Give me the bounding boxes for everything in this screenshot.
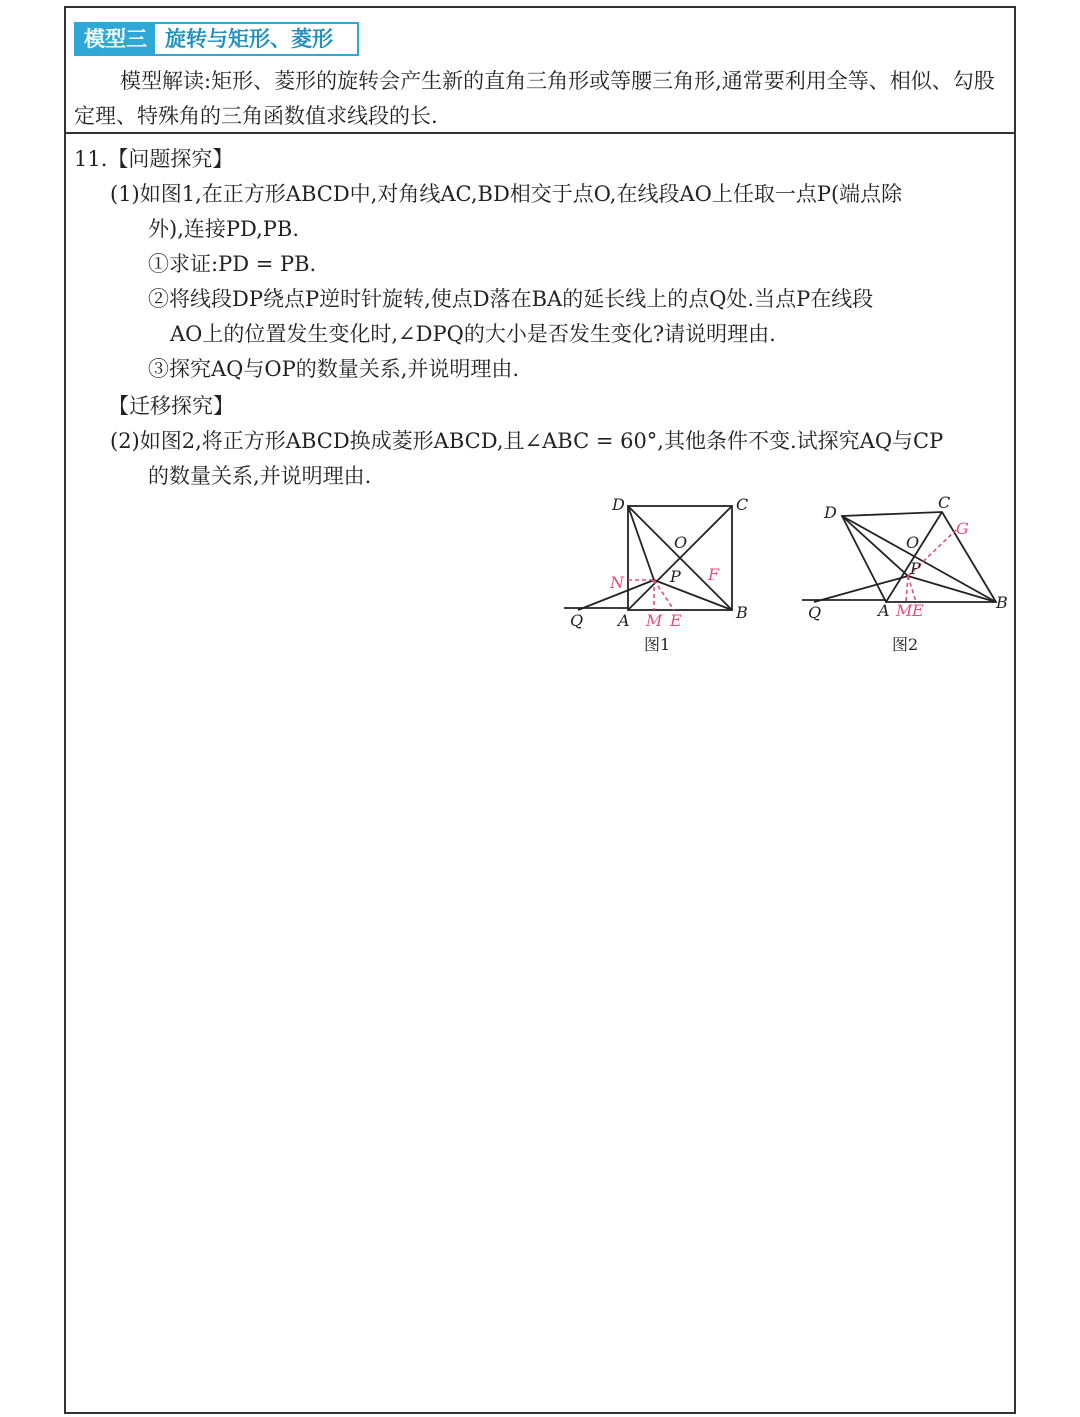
problem-heading: 11.【问题探究】	[74, 147, 234, 171]
fig1-label-P: P	[670, 567, 681, 586]
model-tag-label: 模型三	[76, 24, 155, 54]
fig2-label-D: D	[824, 503, 837, 522]
fig1-label-D: D	[612, 495, 625, 514]
part2-line1: (2)如图2,将正方形ABCD换成菱形ABCD,且∠ABC = 60°,其他条件不变.试探究AQ与CP	[110, 429, 944, 453]
fig1-label-O: O	[674, 533, 688, 552]
part1-line2: 外),连接PD,PB.	[148, 217, 299, 241]
fig1-label-Q: Q	[570, 611, 584, 630]
fig1-label-N: N	[610, 573, 624, 592]
fig2-label-E: E	[912, 601, 924, 620]
figure-2-caption: 图2	[892, 635, 919, 654]
transfer-heading: 【迁移探究】	[108, 394, 234, 418]
fig2-label-B: B	[996, 593, 1008, 612]
fig1-label-B: B	[736, 603, 748, 622]
model-description: 模型解读:矩形、菱形的旋转会产生新的直角三角形或等腰三角形,通常要利用全等、相似、勾股定理、特殊角的三角函数值求线段的长.	[74, 69, 995, 128]
fig1-label-E: E	[670, 611, 682, 630]
page-frame	[64, 6, 1016, 1414]
part1-line1: (1)如图1,在正方形ABCD中,对角线AC,BD相交于点O,在线段AO上任取一点P(端点除	[110, 182, 903, 206]
fig2-label-C: C	[938, 493, 951, 512]
fig2-label-Q: Q	[808, 603, 822, 622]
question-2-line2: AO上的位置发生变化时,∠DPQ的大小是否发生变化?请说明理由.	[170, 322, 776, 346]
fig2-label-M: M	[896, 601, 913, 620]
fig2-label-G: G	[956, 519, 969, 538]
figure-2-diagram	[798, 490, 1018, 660]
part2-line2: 的数量关系,并说明理由.	[148, 464, 372, 488]
question-3: ③探究AQ与OP的数量关系,并说明理由.	[148, 357, 520, 381]
figure-1-caption: 图1	[644, 635, 671, 654]
fig1-label-F: F	[708, 565, 720, 584]
model-box	[66, 8, 1014, 134]
question-1: ①求证:PD = PB.	[148, 252, 317, 276]
fig2-label-P: P	[910, 559, 921, 578]
fig1-label-M: M	[646, 611, 663, 630]
fig2-label-A: A	[878, 601, 890, 620]
fig1-label-C: C	[736, 495, 749, 514]
model-tag	[74, 22, 359, 56]
fig1-label-A: A	[618, 611, 630, 630]
model-title: 旋转与矩形、菱形	[165, 27, 333, 51]
fig2-label-O: O	[906, 533, 920, 552]
figure-1-diagram	[556, 490, 766, 660]
question-2-line1: ②将线段DP绕点P逆时针旋转,使点D落在BA的延长线上的点Q处.当点P在线段	[148, 287, 874, 311]
